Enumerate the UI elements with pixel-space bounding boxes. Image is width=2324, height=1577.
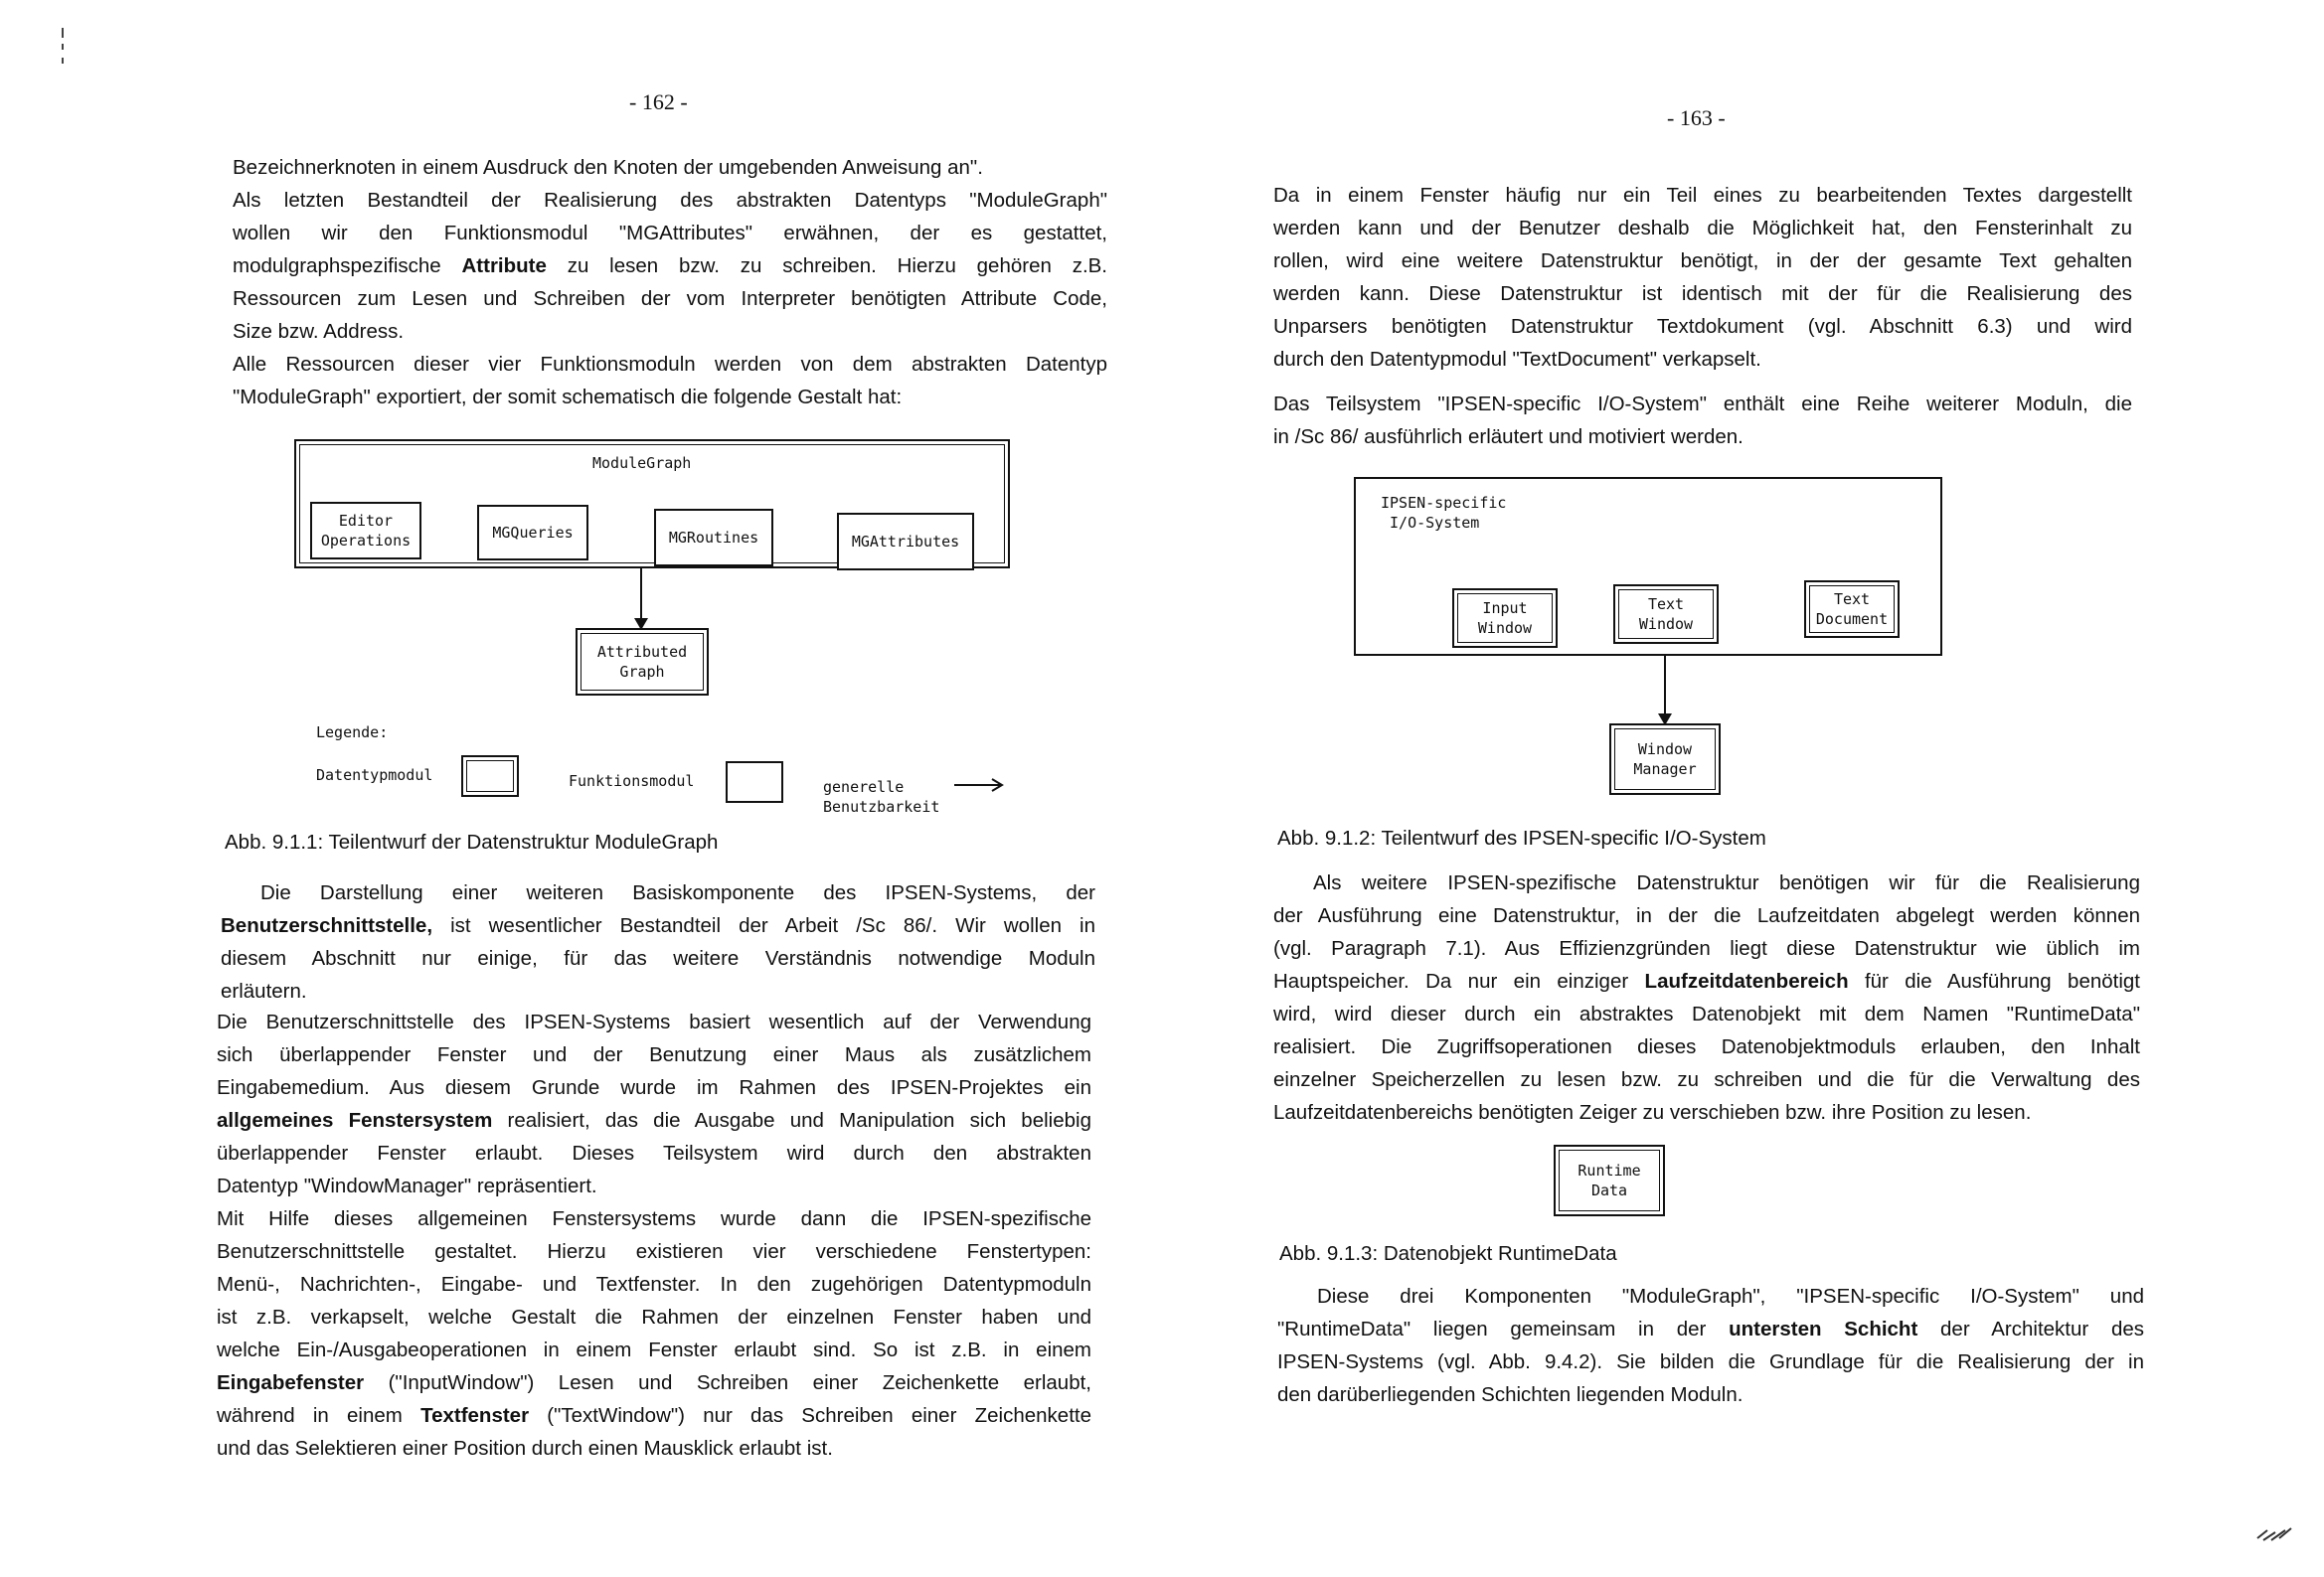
- text-line: Die Benutzerschnittstelle des IPSEN-Systems basiert wesentlich auf der Verwendung: [217, 1011, 1091, 1033]
- text-line: Bezeichnerknoten in einem Ausdruck den Knoten der umgebenden Anweisung an".: [233, 156, 983, 179]
- text-line: Menü-, Nachrichten-, Eingabe- und Textfenster. In den zugehörigen Datentypmoduln: [217, 1273, 1091, 1296]
- text-document-box: Text Document: [1804, 580, 1900, 638]
- text-line: werden kann und der Benutzer deshalb die Möglichkeit hat, den Fensterinhalt zu: [1273, 217, 2132, 239]
- io-system-label: IPSEN-specific I/O-System: [1381, 494, 1507, 532]
- text-line: Unparsers benötigten Datenstruktur Textdokument (vgl. Abschnitt 6.3) und wird: [1273, 315, 2132, 338]
- text-line: wird, wird dieser durch ein abstraktes Datenobjekt mit dem Namen "RuntimeData": [1273, 1003, 2140, 1025]
- text-line: Benutzerschnittstelle gestaltet. Hierzu existieren vier verschiedene Fenstertypen:: [217, 1240, 1091, 1263]
- text-line: realisiert. Die Zugriffsoperationen dieses Datenobjektmoduls erlauben, den Inhalt: [1273, 1035, 2140, 1058]
- text-window-box: Text Window: [1613, 584, 1719, 644]
- arrow-line: [1664, 656, 1666, 717]
- paragraph: [1273, 388, 2132, 453]
- legend-funktionsmodul-symbol: [726, 761, 783, 803]
- text-line: wollen wir den Funktionsmodul "MGAttributes" erwähnen, der es gestattet,: [233, 222, 1107, 244]
- text-line: in /Sc 86/ ausführlich erläutert und motiviert werden.: [1273, 425, 1743, 448]
- paragraph: [233, 151, 1107, 413]
- figure-caption: Abb. 9.1.2: Teilentwurf des IPSEN-specific I/O-System: [1277, 827, 1766, 850]
- text-line: Die Darstellung einer weiteren Basiskomponente des IPSEN-Systems, der: [260, 881, 1095, 904]
- legend-datentypmodul-symbol: [461, 755, 519, 797]
- text-line: während in einem Textfenster ("TextWindow") nur das Schreiben einer Zeichenkette: [217, 1404, 1091, 1427]
- text-line: Das Teilsystem "IPSEN-specific I/O-System" enthält eine Reihe weiterer Moduln, die: [1273, 393, 2132, 415]
- legend-arrow-icon: [952, 777, 1008, 798]
- text-line: Datentyp "WindowManager" repräsentiert.: [217, 1175, 597, 1197]
- corner-mark-icon: [2255, 1520, 2295, 1549]
- text-line: Ressourcen zum Lesen und Schreiben der vom Interpreter benötigten Attribute Code,: [233, 287, 1107, 310]
- text-line: überlappender Fenster erlaubt. Dieses Teilsystem wird durch den abstrakten: [217, 1142, 1091, 1165]
- text-line: Alle Ressourcen dieser vier Funktionsmoduln werden von dem abstrakten Datentyp: [233, 353, 1107, 376]
- text-line: IPSEN-Systems (vgl. Abb. 9.4.2). Sie bilden die Grundlage für die Realisierung der in: [1277, 1350, 2144, 1373]
- text-line: Diese drei Komponenten "ModuleGraph", "IPSEN-specific I/O-System" und: [1317, 1285, 2144, 1308]
- text-line: Als weitere IPSEN-spezifische Datenstruktur benötigen wir für die Realisierung: [1313, 871, 2140, 894]
- text-line: einzelner Speicherzellen zu lesen bzw. zu schreiben und die für die Verwaltung des: [1273, 1068, 2140, 1091]
- text-line: erläutern.: [221, 980, 307, 1003]
- page-number: - 162 -: [629, 89, 688, 114]
- text-line: und das Selektieren einer Position durch einen Mausklick erlaubt ist.: [217, 1437, 833, 1460]
- text-line: Mit Hilfe dieses allgemeinen Fenstersystems wurde dann die IPSEN-spezifische: [217, 1207, 1091, 1230]
- legend-datentypmodul-label: Datentypmodul: [316, 766, 433, 784]
- paragraph: [1273, 867, 2140, 1129]
- text-line: durch den Datentypmodul "TextDocument" verkapselt.: [1273, 348, 1761, 371]
- legend-title: Legende:: [316, 723, 389, 741]
- text-line: sich überlappender Fenster und der Benutzung einer Maus als zusätzlichem: [217, 1043, 1091, 1066]
- input-window-box: Input Window: [1452, 588, 1558, 648]
- text-line: Da in einem Fenster häufig nur ein Teil eines zu bearbeitenden Textes dargestellt: [1273, 184, 2132, 207]
- attributed-graph-box: Attributed Graph: [576, 628, 709, 696]
- runtime-data-box: Runtime Data: [1554, 1145, 1665, 1216]
- paragraph: [1277, 1280, 2144, 1411]
- modulegraph-label: ModuleGraph: [592, 454, 692, 472]
- page-number: - 163 -: [1667, 105, 1726, 130]
- mgqueries-box: MGQueries: [477, 505, 588, 560]
- text-line: Hauptspeicher. Da nur ein einziger Laufzeitdatenbereich für die Ausführung benötigt: [1273, 970, 2140, 993]
- text-line: der Ausführung eine Datenstruktur, in der die Laufzeitdaten abgelegt werden können: [1273, 904, 2140, 927]
- text-line: den darüberliegenden Schichten liegenden Moduln.: [1277, 1383, 1743, 1406]
- legend-benutzbarkeit-label: generelle Benutzbarkeit: [823, 778, 940, 816]
- text-line: Als letzten Bestandteil der Realisierung des abstrakten Datentyps "ModuleGraph": [233, 189, 1107, 212]
- text-line: Eingabemedium. Aus diesem Grunde wurde im Rahmen des IPSEN-Projektes ein: [217, 1076, 1091, 1099]
- figure-caption: Abb. 9.1.3: Datenobjekt RuntimeData: [1279, 1242, 1617, 1265]
- text-line: rollen, wird eine weitere Datenstruktur benötigt, in der der gesamte Text gehalten: [1273, 249, 2132, 272]
- mgattributes-box: MGAttributes: [837, 513, 974, 570]
- text-line: Eingabefenster ("InputWindow") Lesen und Schreiben einer Zeichenkette erlaubt,: [217, 1371, 1091, 1394]
- text-line: welche Ein-/Ausgabeoperationen in einem Fenster erlaubt sind. So ist z.B. in einem: [217, 1339, 1091, 1361]
- text-line: diesem Abschnitt nur einige, für das weitere Verständnis notwendige Moduln: [221, 947, 1095, 970]
- paragraph: [221, 876, 1095, 1008]
- arrow-line: [640, 568, 642, 622]
- window-manager-box: Window Manager: [1609, 723, 1721, 795]
- figure-caption: Abb. 9.1.1: Teilentwurf der Datenstruktur ModuleGraph: [225, 831, 719, 854]
- editor-operations-box: Editor Operations: [310, 502, 421, 559]
- text-line: werden kann. Diese Datenstruktur ist identisch mit der für die Realisierung des: [1273, 282, 2132, 305]
- text-line: Laufzeitdatenbereichs benötigten Zeiger zu verschieben bzw. ihre Position zu lesen.: [1273, 1101, 2032, 1124]
- right-page: [1162, 0, 2324, 1577]
- mgroutines-box: MGRoutines: [654, 509, 773, 566]
- text-line: (vgl. Paragraph 7.1). Aus Effizienzgründen liegt diese Datenstruktur wie üblich im: [1273, 937, 2140, 960]
- text-line: ist z.B. verkapselt, welche Gestalt die Rahmen der einzelnen Fenster haben und: [217, 1306, 1091, 1329]
- legend-funktionsmodul-label: Funktionsmodul: [569, 772, 695, 790]
- text-line: allgemeines Fenstersystem realisiert, das die Ausgabe und Manipulation sich beliebig: [217, 1109, 1091, 1132]
- text-line: modulgraphspezifische Attribute zu lesen bzw. zu schreiben. Hierzu gehören z.B.: [233, 254, 1108, 277]
- text-line: "RuntimeData" liegen gemeinsam in der untersten Schicht der Architektur des: [1277, 1318, 2145, 1340]
- text-line: Size bzw. Address.: [233, 320, 405, 343]
- text-line: "ModuleGraph" exportiert, der somit schematisch die folgende Gestalt hat:: [233, 386, 903, 408]
- paragraph: [1273, 179, 2132, 376]
- paragraph: [217, 1006, 1091, 1465]
- text-line: Benutzerschnittstelle, ist wesentlicher Bestandteil der Arbeit /Sc 86/. Wir wollen in: [221, 914, 1095, 937]
